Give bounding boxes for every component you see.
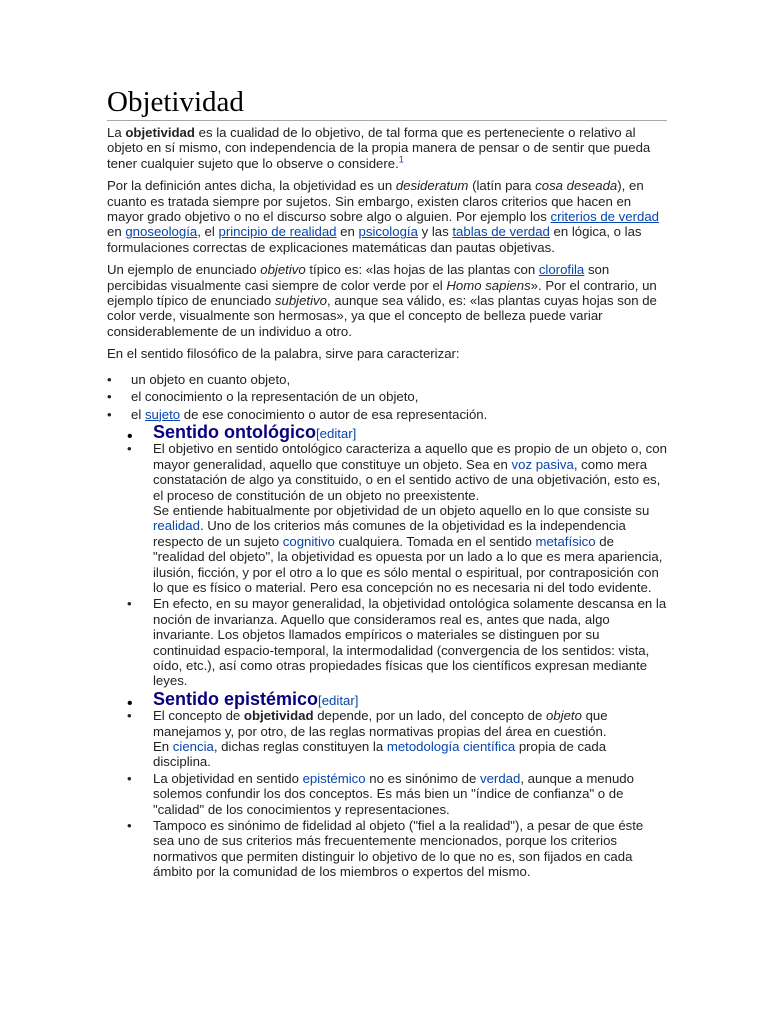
italic-term: cosa deseada xyxy=(535,178,618,194)
text: ), en cuanto es tratada siempre por sujetos. Sin embargo, existen claros criterios que hacen en mayor grado objetivo o no el discurso sobre algo o alguien. Por ejemplo los xyxy=(107,178,644,225)
section-title: Sentido ontológico xyxy=(153,421,316,442)
section-heading-ontologico xyxy=(107,421,667,442)
link-realidad[interactable]: realidad xyxy=(153,518,200,534)
text: típico es: «las hojas de las plantas con xyxy=(305,262,539,278)
sections-list xyxy=(107,421,667,442)
text: cualquiera. Tomada en el sentido xyxy=(334,533,536,549)
text: En xyxy=(153,739,173,755)
edit-link-wrapper: [editar] xyxy=(318,692,359,708)
bold-term: objetividad xyxy=(125,125,195,140)
section-title: Sentido epistémico xyxy=(153,688,319,709)
text: Se entiende habitualmente por objetividad de un objeto aquello en lo que consiste su xyxy=(153,502,650,518)
edit-link[interactable]: editar xyxy=(321,692,355,708)
italic-term: subjetivo xyxy=(274,293,327,309)
link-gnoseologia[interactable]: gnoseología xyxy=(125,224,198,240)
link-voz-pasiva[interactable]: voz pasiva xyxy=(511,456,574,472)
list-item xyxy=(107,441,667,595)
text: Un ejemplo de enunciado xyxy=(107,262,261,278)
article-content xyxy=(107,86,667,881)
example-paragraph xyxy=(107,262,667,339)
text: depende, por un lado, del concepto de xyxy=(313,708,546,724)
text: propia de cada disciplina. xyxy=(153,739,607,770)
link-metafisico[interactable]: metafísico xyxy=(535,533,596,549)
text: que manejamos y, por otro, de las reglas normativas propias del área en cuestión. xyxy=(153,708,608,739)
list-item: • el conocimiento o la representación de un objeto, xyxy=(107,389,667,404)
link-criterios-de-verdad[interactable]: criterios de verdad xyxy=(550,209,659,225)
link-clorofila[interactable]: clorofila xyxy=(538,262,585,278)
intro-paragraph xyxy=(107,125,667,171)
text: Por la definición antes dicha, la objetividad es un xyxy=(107,178,396,194)
text: El concepto de xyxy=(153,708,244,724)
text: , dichas reglas constituyen la xyxy=(213,739,387,755)
italic-term: objetivo xyxy=(260,262,306,278)
link-ciencia[interactable]: ciencia xyxy=(172,739,214,755)
text: La objetividad en sentido xyxy=(153,770,303,786)
list-item xyxy=(107,771,667,817)
bold-term: objetividad xyxy=(243,708,314,724)
text: La xyxy=(107,125,126,140)
italic-term: objeto xyxy=(545,708,582,724)
text: en xyxy=(336,224,359,240)
link-epistemico[interactable]: epistémico xyxy=(302,770,366,786)
text: son percibidas visualmente casi siempre de color verde por el xyxy=(107,262,610,293)
text: en lógica, o las formulaciones correctas de explicaciones matemáticas dan pautas objetivas. xyxy=(107,224,642,255)
text: ». Por el contrario, un ejemplo típico de enunciado xyxy=(107,277,657,309)
text: (latín para xyxy=(468,178,536,194)
link-psicologia[interactable]: psicología xyxy=(358,224,418,240)
text: de ese conocimiento o autor de esa representación. xyxy=(180,406,488,422)
sections-list xyxy=(107,688,667,709)
edit-link[interactable]: editar xyxy=(319,425,353,441)
list-item: • Tampoco es sinónimo de fidelidad al objeto ("fiel a la realidad"), a pesar de que éste sea uno de sus criterios más frecuentemente mencionados, porque los criterios normativos que permiten distinguir lo objetivo de lo que no es, son fijados en cada ámbito por la comunidad de los miembros o expertos del mismo. xyxy=(107,818,667,880)
link-tablas-de-verdad[interactable]: tablas de verdad xyxy=(452,224,550,240)
text: no es sinónimo de xyxy=(365,770,480,786)
link-verdad[interactable]: verdad xyxy=(480,770,521,786)
italic-term: desideratum xyxy=(395,178,469,194)
text: y las xyxy=(417,224,453,240)
section-heading-epistemico xyxy=(107,688,667,709)
link-cognitivo[interactable]: cognitivo xyxy=(282,533,335,549)
text: , el xyxy=(197,224,219,240)
page-title: Objetividad xyxy=(107,86,667,121)
link-sujeto[interactable]: sujeto xyxy=(144,406,181,422)
characterize-list xyxy=(107,372,667,422)
ontologico-list xyxy=(107,441,667,689)
link-metodologia-cientifica[interactable]: metodología científica xyxy=(386,739,516,755)
definition-paragraph xyxy=(107,178,667,255)
reference-link[interactable]: 1 xyxy=(398,154,404,165)
list-item xyxy=(107,407,667,422)
text: , como mera constatación de algo ya constituido, o en el sentido activo de una objetivación, esto es, el proceso de constitución de un objeto no preexistente. xyxy=(153,456,661,503)
text: el xyxy=(131,406,145,422)
text: . Uno de los criterios más comunes de la objetividad es la independencia respecto de un sujeto xyxy=(153,518,626,549)
list-item xyxy=(107,708,667,770)
philosophy-paragraph: En el sentido filosófico de la palabra, sirve para caracterizar: xyxy=(107,346,460,362)
list-item: • un objeto en cuanto objeto, xyxy=(107,372,667,387)
text: de "realidad del objeto", la objetividad es opuesta por un lado a lo que es mera apariencia, ilusión, ficción, y por el otro a lo que es sólo mental o espiritual, por contraposición con lo que es físico o material. Pero esa concepción no es necesaria ni del todo evidente. xyxy=(153,533,663,595)
text: , aunque sea válido, es: «las plantas cuyas hojas son de color verde, visualmente son hermosas», ya que el concepto de belleza puede variar considerablemente de un individuo a otro. xyxy=(107,293,657,339)
text: El objetivo en sentido ontológico caracteriza a aquello que es propio de un objeto o, con mayor generalidad, aquello que constituye un objeto. Sea en xyxy=(153,441,667,472)
epistemico-list xyxy=(107,708,667,879)
text: en xyxy=(107,224,126,240)
text: es la cualidad de lo objetivo, de tal forma que es perteneciente o relativo al objeto en sí mismo, con independencia de la propia manera de pensar o de sentir que pueda tener cualquier sujeto que lo observe o considere. xyxy=(107,125,651,171)
italic-term: Homo sapiens xyxy=(446,277,531,293)
link-principio-de-realidad[interactable]: principio de realidad xyxy=(218,224,337,240)
edit-link-wrapper: [editar] xyxy=(315,425,357,441)
text: , aunque a menudo solemos confundir los dos conceptos. Es más bien un "índice de confianza" o de "calidad" de los conocimientos y representaciones. xyxy=(153,770,634,817)
list-item: • En efecto, en su mayor generalidad, la objetividad ontológica solamente descansa en la noción de invarianza. Aquello que consideramos real es, antes que nada, algo invariante. Los objetos llamados empíricos o materiales se distinguen por su continuidad espacio-temporal, la intermodalidad (convergencia de los sentidos: vista, oído, etc.), así como otras propiedades físicas que los científicos expresan mediante leyes. xyxy=(107,596,667,688)
